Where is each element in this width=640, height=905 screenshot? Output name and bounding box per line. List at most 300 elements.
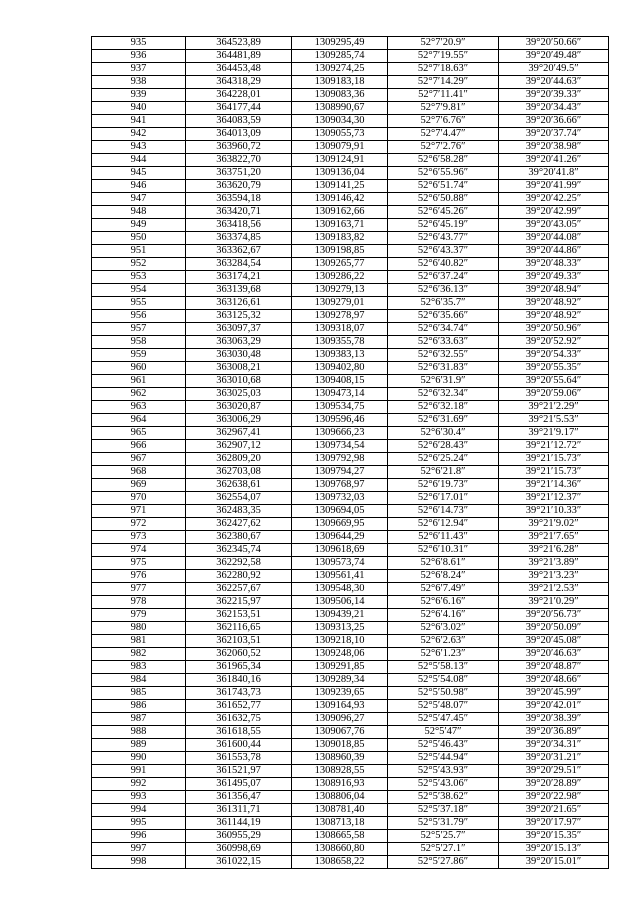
x-coordinate-cell: 363025,03 <box>186 388 292 401</box>
latitude-cell: 52°5′44.94″ <box>388 752 499 765</box>
x-coordinate-cell: 363374,85 <box>186 232 292 245</box>
y-coordinate-cell: 1309083,36 <box>292 89 388 102</box>
x-coordinate-cell: 361553,78 <box>186 752 292 765</box>
table-row <box>92 323 609 336</box>
longitude-cell: 39°20′41.99″ <box>499 180 609 193</box>
latitude-cell: 52°6′6.16″ <box>388 596 499 609</box>
x-coordinate-cell: 362257,67 <box>186 583 292 596</box>
latitude-cell: 52°6′25.24″ <box>388 453 499 466</box>
table-row <box>92 336 609 349</box>
longitude-cell: 39°20′15.01″ <box>499 856 609 869</box>
coordinates-table <box>91 36 609 869</box>
latitude-cell: 52°5′27.1″ <box>388 843 499 856</box>
point-number-cell: 950 <box>92 232 186 245</box>
point-number-cell: 938 <box>92 76 186 89</box>
longitude-cell: 39°20′42.25″ <box>499 193 609 206</box>
y-coordinate-cell: 1309265,77 <box>292 258 388 271</box>
latitude-cell: 52°5′31.79″ <box>388 817 499 830</box>
y-coordinate-cell: 1309164,93 <box>292 700 388 713</box>
point-number-cell: 955 <box>92 297 186 310</box>
longitude-cell: 39°20′50.66″ <box>499 37 609 50</box>
table-row <box>92 505 609 518</box>
table-row <box>92 622 609 635</box>
latitude-cell: 52°7′11.41″ <box>388 89 499 102</box>
x-coordinate-cell: 363139,68 <box>186 284 292 297</box>
latitude-cell: 52°6′51.74″ <box>388 180 499 193</box>
longitude-cell: 39°20′34.31″ <box>499 739 609 752</box>
longitude-cell: 39°21′2.29″ <box>499 401 609 414</box>
point-number-cell: 992 <box>92 778 186 791</box>
x-coordinate-cell: 363126,61 <box>186 297 292 310</box>
table-row <box>92 37 609 50</box>
latitude-cell: 52°5′27.86″ <box>388 856 499 869</box>
latitude-cell: 52°6′45.26″ <box>388 206 499 219</box>
y-coordinate-cell: 1309291,85 <box>292 661 388 674</box>
table-row <box>92 856 609 869</box>
point-number-cell: 980 <box>92 622 186 635</box>
x-coordinate-cell: 363594,18 <box>186 193 292 206</box>
longitude-cell: 39°20′54.33″ <box>499 349 609 362</box>
x-coordinate-cell: 362345,74 <box>186 544 292 557</box>
longitude-cell: 39°20′34.43″ <box>499 102 609 115</box>
longitude-cell: 39°21′3.89″ <box>499 557 609 570</box>
longitude-cell: 39°20′52.92″ <box>499 336 609 349</box>
latitude-cell: 52°5′25.7″ <box>388 830 499 843</box>
point-number-cell: 937 <box>92 63 186 76</box>
y-coordinate-cell: 1309279,13 <box>292 284 388 297</box>
y-coordinate-cell: 1309734,54 <box>292 440 388 453</box>
latitude-cell: 52°5′37.18″ <box>388 804 499 817</box>
table-row <box>92 661 609 674</box>
point-number-cell: 979 <box>92 609 186 622</box>
latitude-cell: 52°6′43.77″ <box>388 232 499 245</box>
y-coordinate-cell: 1308990,67 <box>292 102 388 115</box>
point-number-cell: 964 <box>92 414 186 427</box>
point-number-cell: 998 <box>92 856 186 869</box>
point-number-cell: 956 <box>92 310 186 323</box>
x-coordinate-cell: 362153,51 <box>186 609 292 622</box>
x-coordinate-cell: 361495,07 <box>186 778 292 791</box>
y-coordinate-cell: 1309218,10 <box>292 635 388 648</box>
x-coordinate-cell: 363420,71 <box>186 206 292 219</box>
x-coordinate-cell: 361600,44 <box>186 739 292 752</box>
latitude-cell: 52°6′19.73″ <box>388 479 499 492</box>
x-coordinate-cell: 361022,15 <box>186 856 292 869</box>
latitude-cell: 52°5′47.45″ <box>388 713 499 726</box>
longitude-cell: 39°21′15.73″ <box>499 466 609 479</box>
point-number-cell: 961 <box>92 375 186 388</box>
longitude-cell: 39°21′12.37″ <box>499 492 609 505</box>
y-coordinate-cell: 1309295,49 <box>292 37 388 50</box>
point-number-cell: 945 <box>92 167 186 180</box>
longitude-cell: 39°21′9.17″ <box>499 427 609 440</box>
latitude-cell: 52°6′45.19″ <box>388 219 499 232</box>
point-number-cell: 943 <box>92 141 186 154</box>
y-coordinate-cell: 1309018,85 <box>292 739 388 752</box>
point-number-cell: 974 <box>92 544 186 557</box>
point-number-cell: 973 <box>92 531 186 544</box>
y-coordinate-cell: 1309318,07 <box>292 323 388 336</box>
point-number-cell: 940 <box>92 102 186 115</box>
table-row <box>92 284 609 297</box>
y-coordinate-cell: 1309596,46 <box>292 414 388 427</box>
x-coordinate-cell: 362103,51 <box>186 635 292 648</box>
table-row <box>92 791 609 804</box>
latitude-cell: 52°6′37.24″ <box>388 271 499 284</box>
latitude-cell: 52°6′36.13″ <box>388 284 499 297</box>
point-number-cell: 969 <box>92 479 186 492</box>
y-coordinate-cell: 1308713,18 <box>292 817 388 830</box>
longitude-cell: 39°20′38.39″ <box>499 713 609 726</box>
x-coordinate-cell: 361618,55 <box>186 726 292 739</box>
longitude-cell: 39°20′21.65″ <box>499 804 609 817</box>
longitude-cell: 39°20′39.33″ <box>499 89 609 102</box>
longitude-cell: 39°20′56.73″ <box>499 609 609 622</box>
y-coordinate-cell: 1309067,76 <box>292 726 388 739</box>
table-row <box>92 193 609 206</box>
longitude-cell: 39°20′31.21″ <box>499 752 609 765</box>
point-number-cell: 959 <box>92 349 186 362</box>
point-number-cell: 968 <box>92 466 186 479</box>
point-number-cell: 953 <box>92 271 186 284</box>
latitude-cell: 52°6′2.63″ <box>388 635 499 648</box>
x-coordinate-cell: 361144,19 <box>186 817 292 830</box>
x-coordinate-cell: 363097,37 <box>186 323 292 336</box>
longitude-cell: 39°20′28.89″ <box>499 778 609 791</box>
x-coordinate-cell: 363010,68 <box>186 375 292 388</box>
x-coordinate-cell: 363174,21 <box>186 271 292 284</box>
y-coordinate-cell: 1309669,95 <box>292 518 388 531</box>
longitude-cell: 39°20′49.48″ <box>499 50 609 63</box>
y-coordinate-cell: 1309506,14 <box>292 596 388 609</box>
y-coordinate-cell: 1308960,39 <box>292 752 388 765</box>
latitude-cell: 52°7′4.47″ <box>388 128 499 141</box>
latitude-cell: 52°6′43.37″ <box>388 245 499 258</box>
x-coordinate-cell: 361356,47 <box>186 791 292 804</box>
latitude-cell: 52°6′33.63″ <box>388 336 499 349</box>
point-number-cell: 989 <box>92 739 186 752</box>
y-coordinate-cell: 1309313,25 <box>292 622 388 635</box>
y-coordinate-cell: 1309162,66 <box>292 206 388 219</box>
point-number-cell: 952 <box>92 258 186 271</box>
point-number-cell: 948 <box>92 206 186 219</box>
point-number-cell: 946 <box>92 180 186 193</box>
y-coordinate-cell: 1309136,04 <box>292 167 388 180</box>
point-number-cell: 971 <box>92 505 186 518</box>
y-coordinate-cell: 1309278,97 <box>292 310 388 323</box>
x-coordinate-cell: 362116,65 <box>186 622 292 635</box>
longitude-cell: 39°21′15.73″ <box>499 453 609 466</box>
table-row <box>92 557 609 570</box>
x-coordinate-cell: 363620,79 <box>186 180 292 193</box>
table-row <box>92 765 609 778</box>
point-number-cell: 947 <box>92 193 186 206</box>
longitude-cell: 39°21′6.28″ <box>499 544 609 557</box>
point-number-cell: 997 <box>92 843 186 856</box>
point-number-cell: 970 <box>92 492 186 505</box>
longitude-cell: 39°20′48.92″ <box>499 310 609 323</box>
table-row <box>92 635 609 648</box>
longitude-cell: 39°20′29.51″ <box>499 765 609 778</box>
point-number-cell: 975 <box>92 557 186 570</box>
latitude-cell: 52°6′34.74″ <box>388 323 499 336</box>
y-coordinate-cell: 1309146,42 <box>292 193 388 206</box>
x-coordinate-cell: 362967,41 <box>186 427 292 440</box>
longitude-cell: 39°21′5.53″ <box>499 414 609 427</box>
latitude-cell: 52°6′50.88″ <box>388 193 499 206</box>
y-coordinate-cell: 1309666,23 <box>292 427 388 440</box>
point-number-cell: 962 <box>92 388 186 401</box>
x-coordinate-cell: 361521,97 <box>186 765 292 778</box>
x-coordinate-cell: 362280,92 <box>186 570 292 583</box>
longitude-cell: 39°20′55.64″ <box>499 375 609 388</box>
y-coordinate-cell: 1309183,18 <box>292 76 388 89</box>
latitude-cell: 52°5′43.93″ <box>388 765 499 778</box>
table-row <box>92 713 609 726</box>
y-coordinate-cell: 1309402,80 <box>292 362 388 375</box>
y-coordinate-cell: 1308916,93 <box>292 778 388 791</box>
latitude-cell: 52°6′4.16″ <box>388 609 499 622</box>
y-coordinate-cell: 1309285,74 <box>292 50 388 63</box>
longitude-cell: 39°20′44.63″ <box>499 76 609 89</box>
latitude-cell: 52°6′35.66″ <box>388 310 499 323</box>
table-row <box>92 648 609 661</box>
table-row <box>92 63 609 76</box>
longitude-cell: 39°20′49.5″ <box>499 63 609 76</box>
table-row <box>92 700 609 713</box>
longitude-cell: 39°20′38.98″ <box>499 141 609 154</box>
longitude-cell: 39°20′36.89″ <box>499 726 609 739</box>
longitude-cell: 39°20′43.05″ <box>499 219 609 232</box>
point-number-cell: 939 <box>92 89 186 102</box>
x-coordinate-cell: 363030,48 <box>186 349 292 362</box>
longitude-cell: 39°20′50.96″ <box>499 323 609 336</box>
longitude-cell: 39°20′48.94″ <box>499 284 609 297</box>
table-row <box>92 674 609 687</box>
table-row <box>92 76 609 89</box>
point-number-cell: 936 <box>92 50 186 63</box>
point-number-cell: 984 <box>92 674 186 687</box>
y-coordinate-cell: 1308806,04 <box>292 791 388 804</box>
y-coordinate-cell: 1309794,27 <box>292 466 388 479</box>
latitude-cell: 52°6′8.61″ <box>388 557 499 570</box>
table-row <box>92 206 609 219</box>
table-row <box>92 570 609 583</box>
y-coordinate-cell: 1309561,41 <box>292 570 388 583</box>
table-row <box>92 167 609 180</box>
y-coordinate-cell: 1309124,91 <box>292 154 388 167</box>
y-coordinate-cell: 1309163,71 <box>292 219 388 232</box>
table-row <box>92 297 609 310</box>
point-number-cell: 987 <box>92 713 186 726</box>
longitude-cell: 39°21′9.02″ <box>499 518 609 531</box>
y-coordinate-cell: 1309141,25 <box>292 180 388 193</box>
longitude-cell: 39°20′48.33″ <box>499 258 609 271</box>
longitude-cell: 39°20′42.99″ <box>499 206 609 219</box>
y-coordinate-cell: 1309618,69 <box>292 544 388 557</box>
table-row <box>92 479 609 492</box>
y-coordinate-cell: 1309473,14 <box>292 388 388 401</box>
point-number-cell: 941 <box>92 115 186 128</box>
table-row <box>92 466 609 479</box>
latitude-cell: 52°6′28.43″ <box>388 440 499 453</box>
x-coordinate-cell: 361840,16 <box>186 674 292 687</box>
latitude-cell: 52°7′6.76″ <box>388 115 499 128</box>
longitude-cell: 39°20′45.99″ <box>499 687 609 700</box>
table-row <box>92 531 609 544</box>
x-coordinate-cell: 364453,48 <box>186 63 292 76</box>
table-row <box>92 804 609 817</box>
latitude-cell: 52°5′47″ <box>388 726 499 739</box>
longitude-cell: 39°20′48.66″ <box>499 674 609 687</box>
latitude-cell: 52°6′40.82″ <box>388 258 499 271</box>
x-coordinate-cell: 363362,67 <box>186 245 292 258</box>
x-coordinate-cell: 361652,77 <box>186 700 292 713</box>
table-row <box>92 778 609 791</box>
point-number-cell: 954 <box>92 284 186 297</box>
point-number-cell: 965 <box>92 427 186 440</box>
y-coordinate-cell: 1309573,74 <box>292 557 388 570</box>
longitude-cell: 39°20′45.08″ <box>499 635 609 648</box>
latitude-cell: 52°6′1.23″ <box>388 648 499 661</box>
y-coordinate-cell: 1309408,15 <box>292 375 388 388</box>
longitude-cell: 39°21′2.53″ <box>499 583 609 596</box>
point-number-cell: 958 <box>92 336 186 349</box>
table-row <box>92 726 609 739</box>
point-number-cell: 981 <box>92 635 186 648</box>
table-row <box>92 180 609 193</box>
table-row <box>92 128 609 141</box>
latitude-cell: 52°6′8.24″ <box>388 570 499 583</box>
latitude-cell: 52°6′31.9″ <box>388 375 499 388</box>
point-number-cell: 988 <box>92 726 186 739</box>
table-row <box>92 401 609 414</box>
x-coordinate-cell: 363020,87 <box>186 401 292 414</box>
longitude-cell: 39°20′59.06″ <box>499 388 609 401</box>
latitude-cell: 52°6′17.01″ <box>388 492 499 505</box>
latitude-cell: 52°7′19.55″ <box>388 50 499 63</box>
x-coordinate-cell: 362215,97 <box>186 596 292 609</box>
longitude-cell: 39°20′41.26″ <box>499 154 609 167</box>
y-coordinate-cell: 1309198,85 <box>292 245 388 258</box>
x-coordinate-cell: 360955,29 <box>186 830 292 843</box>
y-coordinate-cell: 1309383,13 <box>292 349 388 362</box>
point-number-cell: 985 <box>92 687 186 700</box>
table-row <box>92 427 609 440</box>
table-row <box>92 362 609 375</box>
point-number-cell: 982 <box>92 648 186 661</box>
point-number-cell: 967 <box>92 453 186 466</box>
table-row <box>92 141 609 154</box>
point-number-cell: 944 <box>92 154 186 167</box>
point-number-cell: 972 <box>92 518 186 531</box>
point-number-cell: 942 <box>92 128 186 141</box>
longitude-cell: 39°20′17.97″ <box>499 817 609 830</box>
x-coordinate-cell: 362292,58 <box>186 557 292 570</box>
y-coordinate-cell: 1309289,34 <box>292 674 388 687</box>
x-coordinate-cell: 362060,52 <box>186 648 292 661</box>
table-row <box>92 453 609 466</box>
table-row <box>92 102 609 115</box>
y-coordinate-cell: 1309355,78 <box>292 336 388 349</box>
x-coordinate-cell: 362554,07 <box>186 492 292 505</box>
y-coordinate-cell: 1309079,91 <box>292 141 388 154</box>
x-coordinate-cell: 364228,01 <box>186 89 292 102</box>
table-row <box>92 310 609 323</box>
table-row <box>92 687 609 700</box>
point-number-cell: 990 <box>92 752 186 765</box>
y-coordinate-cell: 1309034,30 <box>292 115 388 128</box>
latitude-cell: 52°5′58.13″ <box>388 661 499 674</box>
point-number-cell: 993 <box>92 791 186 804</box>
longitude-cell: 39°21′0.29″ <box>499 596 609 609</box>
longitude-cell: 39°20′36.66″ <box>499 115 609 128</box>
point-number-cell: 978 <box>92 596 186 609</box>
y-coordinate-cell: 1309248,06 <box>292 648 388 661</box>
latitude-cell: 52°7′14.29″ <box>388 76 499 89</box>
latitude-cell: 52°5′50.98″ <box>388 687 499 700</box>
x-coordinate-cell: 363418,56 <box>186 219 292 232</box>
longitude-cell: 39°20′48.92″ <box>499 297 609 310</box>
latitude-cell: 52°5′38.62″ <box>388 791 499 804</box>
table-row <box>92 219 609 232</box>
table-row <box>92 544 609 557</box>
longitude-cell: 39°20′44.08″ <box>499 232 609 245</box>
x-coordinate-cell: 363008,21 <box>186 362 292 375</box>
y-coordinate-cell: 1309286,22 <box>292 271 388 284</box>
x-coordinate-cell: 361311,71 <box>186 804 292 817</box>
x-coordinate-cell: 362907,12 <box>186 440 292 453</box>
y-coordinate-cell: 1309534,75 <box>292 401 388 414</box>
longitude-cell: 39°21′12.72″ <box>499 440 609 453</box>
point-number-cell: 996 <box>92 830 186 843</box>
table-row <box>92 115 609 128</box>
table-row <box>92 752 609 765</box>
x-coordinate-cell: 362483,35 <box>186 505 292 518</box>
y-coordinate-cell: 1309096,27 <box>292 713 388 726</box>
point-number-cell: 991 <box>92 765 186 778</box>
y-coordinate-cell: 1309279,01 <box>292 297 388 310</box>
latitude-cell: 52°7′18.63″ <box>388 63 499 76</box>
latitude-cell: 52°5′54.08″ <box>388 674 499 687</box>
y-coordinate-cell: 1309274,25 <box>292 63 388 76</box>
longitude-cell: 39°20′49.33″ <box>499 271 609 284</box>
table-row <box>92 89 609 102</box>
y-coordinate-cell: 1309055,73 <box>292 128 388 141</box>
x-coordinate-cell: 363284,54 <box>186 258 292 271</box>
latitude-cell: 52°5′43.06″ <box>388 778 499 791</box>
x-coordinate-cell: 364318,29 <box>186 76 292 89</box>
latitude-cell: 52°5′48.07″ <box>388 700 499 713</box>
x-coordinate-cell: 362703,08 <box>186 466 292 479</box>
point-number-cell: 935 <box>92 37 186 50</box>
y-coordinate-cell: 1309239,65 <box>292 687 388 700</box>
table-row <box>92 739 609 752</box>
latitude-cell: 52°6′11.43″ <box>388 531 499 544</box>
table-row <box>92 609 609 622</box>
table-row <box>92 271 609 284</box>
point-number-cell: 976 <box>92 570 186 583</box>
table-row <box>92 258 609 271</box>
point-number-cell: 966 <box>92 440 186 453</box>
longitude-cell: 39°21′7.65″ <box>499 531 609 544</box>
table-row <box>92 388 609 401</box>
longitude-cell: 39°21′3.23″ <box>499 570 609 583</box>
x-coordinate-cell: 362809,20 <box>186 453 292 466</box>
x-coordinate-cell: 364013,09 <box>186 128 292 141</box>
latitude-cell: 52°6′32.18″ <box>388 401 499 414</box>
latitude-cell: 52°6′10.31″ <box>388 544 499 557</box>
